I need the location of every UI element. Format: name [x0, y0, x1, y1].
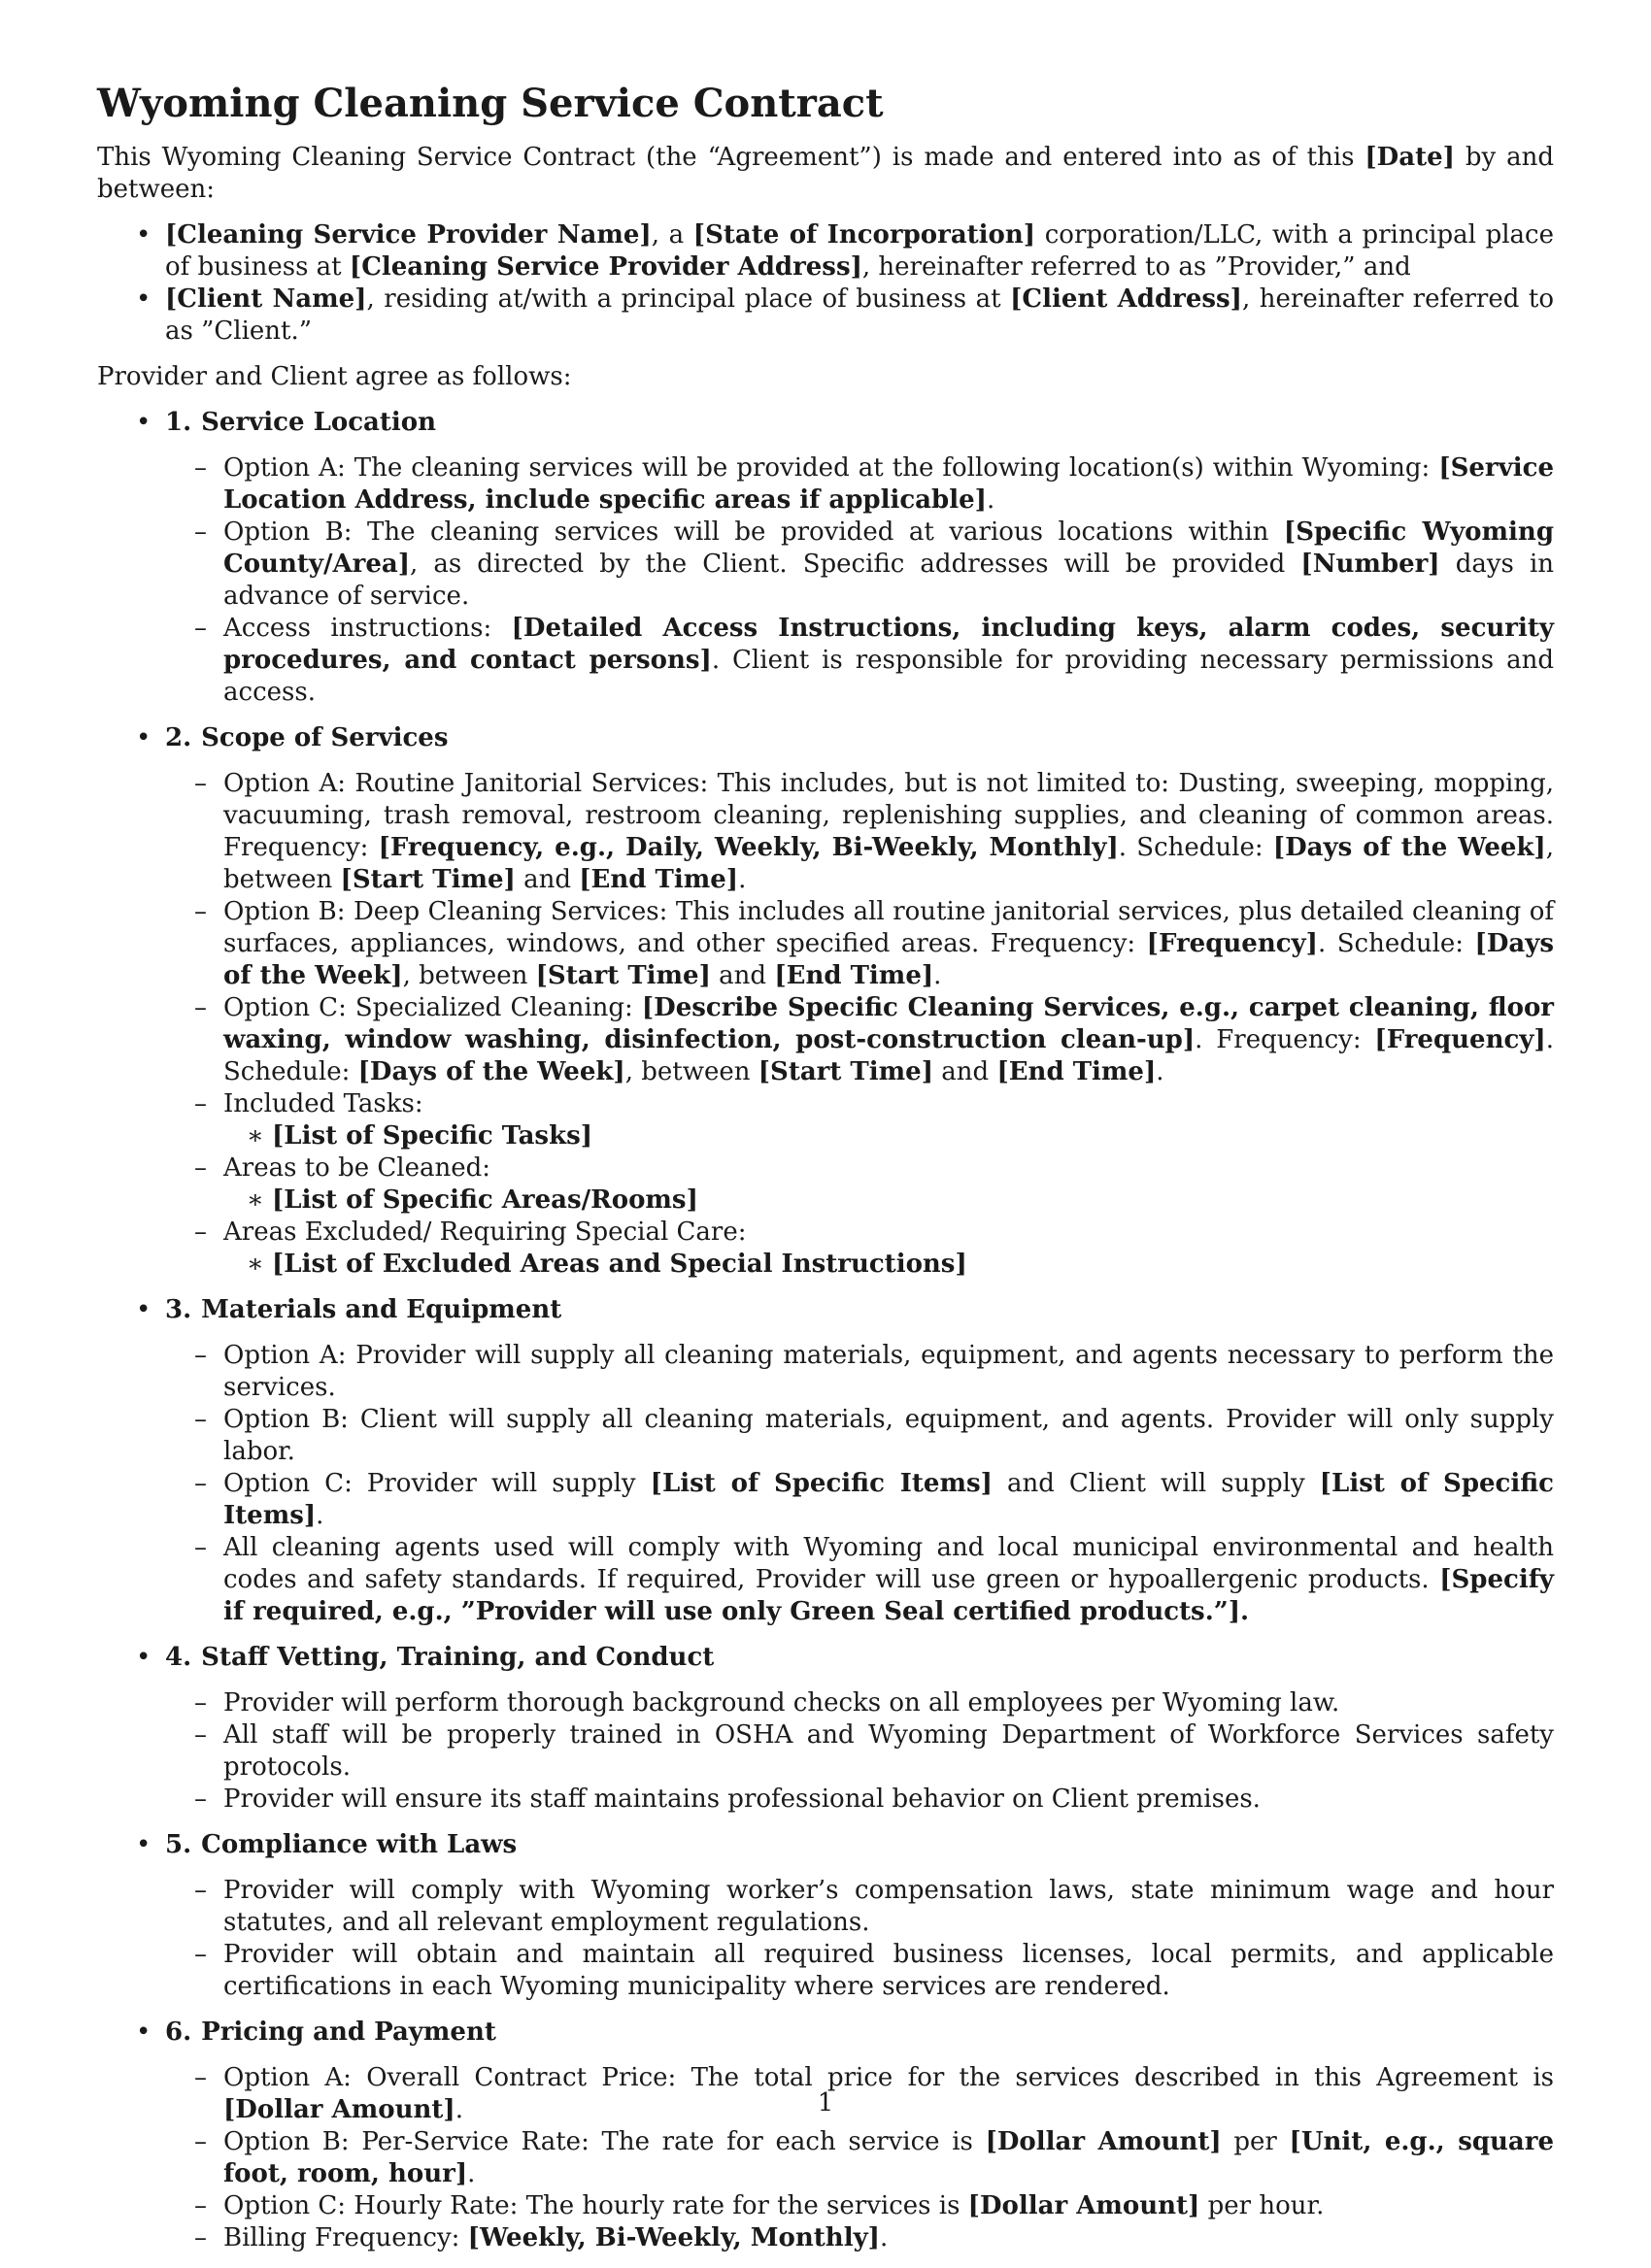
- list-item: – Option A: Routine Janitorial Services: This includes, but is not limited to: Dusting, sweeping, mopping, vacuuming, trash removal, restroom cleaning, replenishing supplies, and cleaning of common areas. Frequency: [Frequency, e.g., Daily, Weekly, Bi-Weekly, Monthly]. Schedule: [Days of the Week], between [Start Time] and [End Time].: [165, 768, 1554, 896]
- section-service-location: [97, 407, 1554, 709]
- list-item: – Option C: Specialized Cleaning: [Describe Specific Cleaning Services, e.g., carpet cleaning, floor waxing, window washing, disinfection, post-construction clean-up]. Frequency: [Frequency]. Schedule: [Days of the Week], between [Start Time] and [End Time].: [165, 992, 1554, 1088]
- list-item: – Option A: The cleaning services will be provided at the following location(s) within Wyoming: [Service Location Address, include specific areas if applicable].: [165, 452, 1554, 517]
- list-item: – Provider will comply with Wyoming worker’s compensation laws, state minimum wage and hour statutes, and all relevant employment regulations.: [165, 1875, 1554, 1939]
- section-materials-equipment: [97, 1294, 1554, 1628]
- sub-list-item: ∗ [List of Specific Areas/Rooms]: [223, 1184, 1554, 1217]
- list-item: – All cleaning agents used will comply with Wyoming and local municipal environmental and health codes and safety standards. If required, Provider will use green or hypoallergenic products. [Specify if required, e.g., ”Provider will use only Green Seal certified products.”].: [165, 1532, 1554, 1628]
- party-client: • [Client Name], residing at/with a principal place of business at [Client Address], hereinafter referred to as ”Client.”: [97, 284, 1554, 348]
- list-item: – Option A: Overall Contract Price: The total price for the services described in this Agreement is [Dollar Amount].: [165, 2062, 1554, 2126]
- list-item: – Option B: Deep Cleaning Services: This includes all routine janitorial services, plus detailed cleaning of surfaces, appliances, windows, and other specified areas. Frequency: [Frequency]. Schedule: [Days of the Week], between [Start Time] and [End Time].: [165, 896, 1554, 992]
- section-heading: • 1. Service Location: [165, 408, 437, 437]
- list-item: – Included Tasks: ∗ [List of Specific Tasks]: [165, 1088, 1554, 1152]
- list-item: – Billing Frequency: [Weekly, Bi-Weekly, Monthly].: [165, 2222, 1554, 2254]
- section-scope-of-services: [97, 722, 1554, 1281]
- section-heading: • 6. Pricing and Payment: [165, 2018, 496, 2047]
- section-staff-vetting: [97, 1642, 1554, 1816]
- list-item: – Option B: Per-Service Rate: The rate for each service is [Dollar Amount] per [Unit, e.g., square foot, room, hour].: [165, 2126, 1554, 2190]
- list-item: – Option C: Provider will supply [List of Specific Items] and Client will supply [List of Specific Items].: [165, 1468, 1554, 1532]
- intro-paragraph: This Wyoming Cleaning Service Contract (the “Agreement”) is made and entered into as of this [Date] by and between:: [97, 143, 1554, 204]
- list-item: – Option C: Hourly Rate: The hourly rate for the services is [Dollar Amount] per hour.: [165, 2190, 1554, 2222]
- page-title: Wyoming Cleaning Service Contract: [97, 81, 884, 126]
- section-heading: • 4. Staff Vetting, Training, and Conduct: [165, 1643, 715, 1672]
- list-item: – Areas Excluded/ Requiring Special Care: ∗ [List of Excluded Areas and Special Instructions]: [165, 1217, 1554, 1281]
- list-item: – Option B: Client will supply all cleaning materials, equipment, and agents. Provider will only supply labor.: [165, 1404, 1554, 1468]
- list-item: – All staff will be properly trained in OSHA and Wyoming Department of Workforce Services safety protocols.: [165, 1719, 1554, 1784]
- document-page: [97, 80, 1554, 2268]
- parties-list: [97, 219, 1554, 348]
- page-number: 1: [817, 2088, 834, 2118]
- list-item: – Provider will ensure its staff maintains professional behavior on Client premises.: [165, 1784, 1554, 1816]
- section-heading: • 5. Compliance with Laws: [165, 1830, 518, 1859]
- list-item: – Provider will obtain and maintain all required business licenses, local permits, and applicable certifications in each Wyoming municipality where services are rendered.: [165, 1939, 1554, 2003]
- sub-list-item: ∗ [List of Specific Tasks]: [223, 1120, 1554, 1152]
- section-heading: • 2. Scope of Services: [165, 723, 449, 752]
- sections-list: [97, 407, 1554, 2254]
- date-placeholder: [Date]: [1365, 143, 1455, 172]
- list-item: – Access instructions: [Detailed Access Instructions, including keys, alarm codes, security procedures, and contact persons]. Client is responsible for providing necessary permissions and access.: [165, 613, 1554, 709]
- section-compliance: [97, 1829, 1554, 2003]
- party-provider: • [Cleaning Service Provider Name], a [State of Incorporation] corporation/LLC, with a principal place of business at [Cleaning Service Provider Address], hereinafter referred to as ”Provider,” and: [97, 219, 1554, 284]
- agree-text: Provider and Client agree as follows:: [97, 362, 572, 391]
- list-item: – Provider will perform thorough background checks on all employees per Wyoming law.: [165, 1687, 1554, 1719]
- list-item: – Option A: Provider will supply all cleaning materials, equipment, and agents necessary to perform the services.: [165, 1340, 1554, 1404]
- sub-list-item: ∗ [List of Excluded Areas and Special Instructions]: [223, 1249, 1554, 1281]
- list-item: – Option B: The cleaning services will be provided at various locations within [Specific Wyoming County/Area], as directed by the Client. Specific addresses will be provided [Number] days in advance of service.: [165, 517, 1554, 613]
- list-item: – Areas to be Cleaned: ∗ [List of Specific Areas/Rooms]: [165, 1152, 1554, 1217]
- section-heading: • 3. Materials and Equipment: [165, 1295, 562, 1324]
